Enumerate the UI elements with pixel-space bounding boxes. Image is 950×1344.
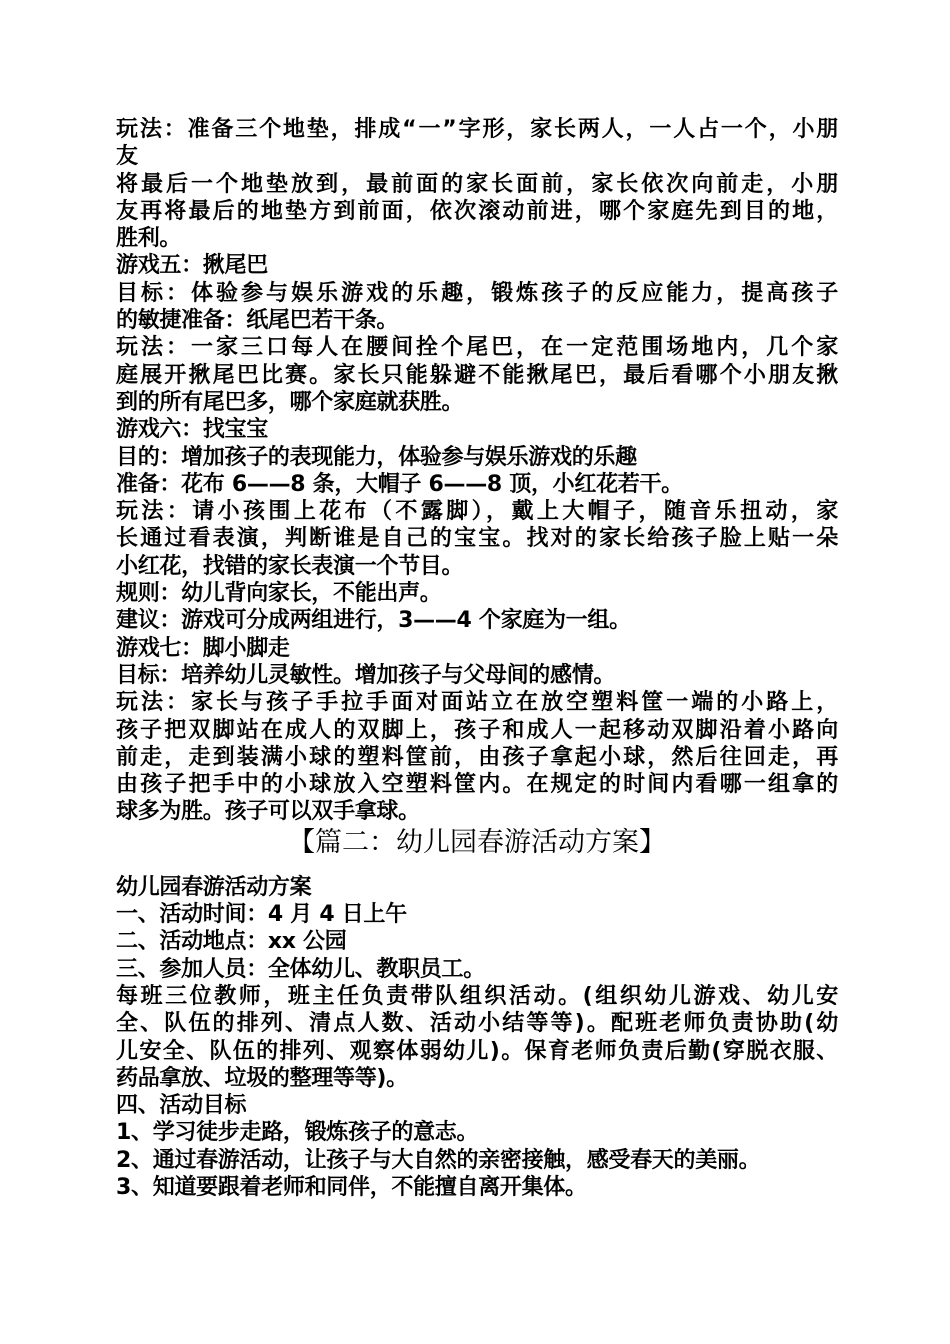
text-line: 庭展开揪尾巴比赛。家长只能躲避不能揪尾巴，最后看哪个小朋友揪 xyxy=(116,362,838,388)
text-line: 球多为胜。孩子可以双手拿球。 xyxy=(116,799,420,825)
text-line: 玩法：请小孩围上花布（不露脚），戴上大帽子，随音乐扭动，家 xyxy=(116,499,838,525)
text-line: 孩子把双脚站在成人的双脚上，孩子和成人一起移动双脚沿着小路向 xyxy=(116,717,838,743)
game-title: 游戏五：揪尾巴 xyxy=(116,253,268,279)
text-line: 玩法：家长与孩子手拉手面对面站立在放空塑料筐一端的小路上， xyxy=(116,690,838,716)
text-line: 3、知道要跟着老师和同伴，不能擅自离开集体。 xyxy=(116,1174,587,1200)
text-line: 规则：幼儿背向家长，不能出声。 xyxy=(116,581,442,607)
text-line: 儿安全、队伍的排列、观察体弱幼儿)。保育老师负责后勤(穿脱衣服、 xyxy=(116,1038,838,1064)
game-title: 游戏七：脚小脚走 xyxy=(116,635,290,661)
text-line: 四、活动目标 xyxy=(116,1093,247,1119)
text-line: 到的所有尾巴多，哪个家庭就获胜。 xyxy=(116,389,464,415)
text-line: 1、学习徒步走路，锻炼孩子的意志。 xyxy=(116,1120,479,1146)
text-line: 友 xyxy=(116,144,138,170)
text-line: 目标：培养幼儿灵敏性。增加孩子与父母间的感情。 xyxy=(116,662,616,688)
text-line: 的敏捷准备：纸尾巴若干条。 xyxy=(116,308,399,334)
plan-title: 幼儿园春游活动方案 xyxy=(116,874,312,900)
text-line: 前走，走到装满小球的塑料筐前，由孩子拿起小球，然后往回走，再 xyxy=(116,744,838,770)
text-line: 二、活动地点：xx 公园 xyxy=(116,929,347,955)
game-title: 游戏六：找宝宝 xyxy=(116,417,268,443)
text-line: 由孩子把手中的小球放入空塑料筐内。在规定的时间内看哪一组拿的 xyxy=(116,772,838,798)
text-line: 2、通过春游活动，让孩子与大自然的亲密接触，感受春天的美丽。 xyxy=(116,1147,761,1173)
text-line: 准备：花布 6——8 条，大帽子 6——8 顶，小红花若干。 xyxy=(116,471,683,497)
text-line: 胜利。 xyxy=(116,226,182,252)
text-line: 目的：增加孩子的表现能力，体验参与娱乐游戏的乐趣 xyxy=(116,444,637,470)
text-line: 一、活动时间：4 月 4 日上午 xyxy=(116,902,407,928)
section-spring-outing-plan xyxy=(116,874,838,1202)
text-line: 三、参加人员：全体幼儿、教职员工。 xyxy=(116,956,485,982)
section-heading: 【篇二：幼儿园春游活动方案】 xyxy=(288,826,666,858)
text-line: 每班三位教师，班主任负责带队组织活动。(组织幼儿游戏、幼儿安 xyxy=(116,983,838,1009)
text-line: 全、队伍的排列、清点人数、活动小结等等)。配班老师负责协助(幼 xyxy=(116,1011,838,1037)
text-line: 玩法：准备三个地垫，排成“一”字形，家长两人，一人占一个，小朋 xyxy=(116,117,838,142)
section-games xyxy=(116,116,838,826)
text-line: 药品拿放、垃圾的整理等等)。 xyxy=(116,1065,408,1091)
text-line: 长通过看表演，判断谁是自己的宝宝。找对的家长给孩子脸上贴一朵 xyxy=(116,526,838,552)
text-line: 友再将最后的地垫方到前面，依次滚动前进，哪个家庭先到目的地， xyxy=(116,198,838,224)
document-page xyxy=(116,116,838,1201)
text-line: 小红花，找错的家长表演一个节目。 xyxy=(116,553,464,579)
text-line: 建议：游戏可分成两组进行，3——4 个家庭为一组。 xyxy=(116,608,631,634)
text-line: 将最后一个地垫放到，最前面的家长面前，家长依次向前走，小朋 xyxy=(116,171,838,197)
text-line: 玩法：一家三口每人在腰间拴个尾巴，在一定范围场地内，几个家 xyxy=(116,335,838,361)
text-line: 目标：体验参与娱乐游戏的乐趣，锻炼孩子的反应能力，提高孩子 xyxy=(116,280,838,306)
